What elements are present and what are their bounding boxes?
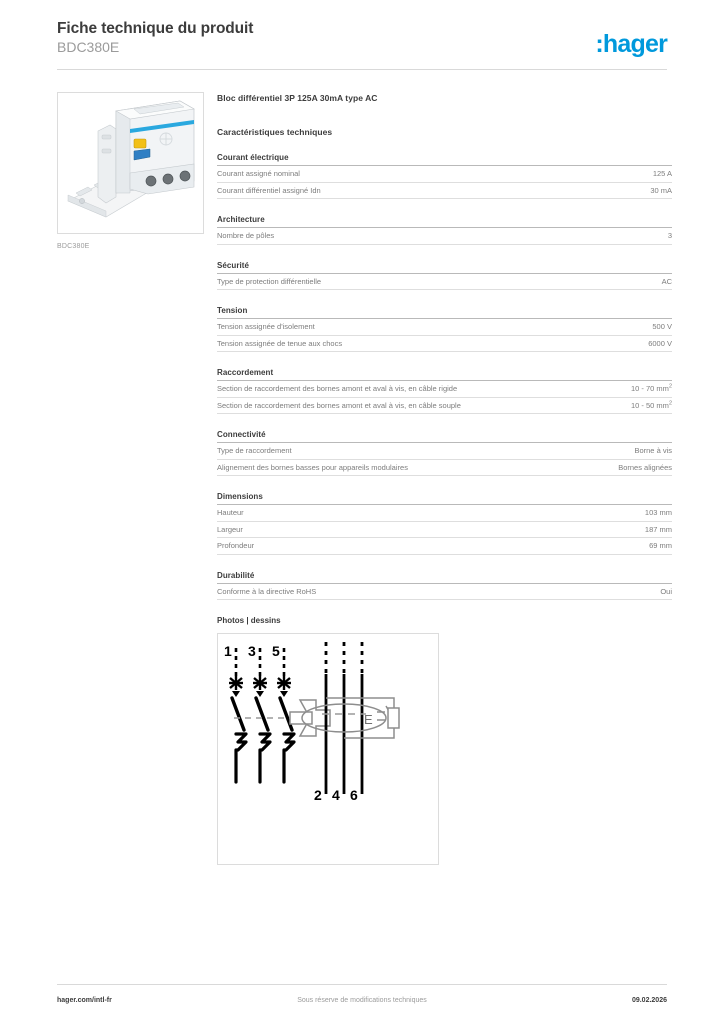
- specification-value-text: 10 - 70 mm: [631, 384, 669, 393]
- specification-row: [217, 166, 672, 183]
- specification-label: Tension assignée d'isolement: [217, 322, 315, 331]
- specification-row: [217, 505, 672, 522]
- specification-row: [217, 336, 672, 353]
- specifications-title: Caractéristiques techniques: [217, 127, 333, 137]
- specification-label: Courant assigné nominal: [217, 169, 300, 178]
- specification-value: [621, 401, 672, 411]
- terminal-label-2: 2: [314, 787, 322, 803]
- specification-value: Borne à vis: [634, 446, 672, 455]
- specification-value: 103 mm: [644, 508, 672, 517]
- specification-group-title: Sécurité: [217, 261, 672, 274]
- specification-groups: [217, 153, 672, 600]
- product-photo-svg: [58, 93, 203, 233]
- specification-label: Nombre de pôles: [217, 231, 275, 240]
- page-footer: [57, 997, 667, 1011]
- drawings-title: Photos | dessins: [217, 616, 281, 625]
- product-image-caption: BDC380E: [57, 243, 90, 250]
- specification-value: 30 mA: [650, 185, 672, 195]
- footer-divider: [57, 984, 667, 985]
- specification-group: [217, 215, 672, 245]
- product-description: Bloc différentiel 3P 125A 30mA type AC: [217, 93, 378, 103]
- specification-value: [621, 384, 672, 394]
- specification-row: [217, 584, 672, 601]
- specification-group: [217, 492, 672, 555]
- specification-value: 187 mm: [644, 524, 672, 534]
- terminal-label-3: 3: [248, 643, 256, 659]
- specification-value: Bornes alignées: [618, 462, 672, 472]
- specification-row: [217, 274, 672, 291]
- specification-value: 69 mm: [649, 541, 672, 550]
- specification-row: [217, 522, 672, 539]
- specification-value-text: 10 - 50 mm: [631, 400, 669, 410]
- specification-value: 125 A: [652, 169, 672, 178]
- terminal-label-1: 1: [224, 643, 232, 659]
- specification-row: [217, 228, 672, 245]
- header-divider: [57, 69, 667, 70]
- test-label: E: [364, 712, 373, 727]
- specification-row: [217, 460, 672, 477]
- specification-row: [217, 443, 672, 460]
- footer-website[interactable]: hager.com/intl-fr: [57, 997, 112, 1004]
- specification-label: Hauteur: [217, 508, 244, 517]
- specification-group: [217, 306, 672, 352]
- specification-value: Oui: [660, 586, 672, 596]
- page-header: [57, 20, 667, 66]
- terminal-label-5: 5: [272, 643, 280, 659]
- specification-group-title: Connectivité: [217, 430, 672, 443]
- footer-disclaimer: Sous réserve de modifications techniques: [297, 997, 427, 1004]
- specification-group: [217, 368, 672, 414]
- specification-label: Largeur: [217, 524, 243, 534]
- specification-row: [217, 538, 672, 555]
- specification-label: Profondeur: [217, 541, 255, 550]
- specification-label: Section de raccordement des bornes amont et aval à vis, en câble rigide: [217, 384, 458, 393]
- specification-group-title: Courant électrique: [217, 153, 672, 166]
- terminal-label-6: 6: [350, 787, 358, 803]
- page-title: Fiche technique du produit: [57, 20, 254, 37]
- specification-row: [217, 381, 672, 398]
- wiring-diagram: [217, 633, 439, 865]
- product-image: [57, 92, 204, 234]
- specification-group-title: Raccordement: [217, 368, 672, 381]
- specification-value: 3: [667, 231, 672, 240]
- specification-row: [217, 319, 672, 336]
- resistor-symbol: [388, 708, 399, 728]
- specification-row: [217, 183, 672, 200]
- specifications-panel: [217, 93, 672, 865]
- specification-group-title: Dimensions: [217, 492, 672, 505]
- specification-label: Courant différentiel assigné Idn: [217, 185, 321, 195]
- specification-value: 500 V: [652, 322, 672, 331]
- specification-label: Type de protection différentielle: [217, 276, 322, 286]
- footer-date: 09.02.2026: [631, 997, 667, 1004]
- specification-label: Section de raccordement des bornes amont et aval à vis, en câble souple: [217, 400, 461, 410]
- specification-value-superscript: 2: [668, 383, 672, 390]
- page-subtitle-product-ref: BDC380E: [57, 39, 120, 55]
- specification-row: [217, 398, 672, 415]
- specification-value-superscript: 2: [668, 400, 672, 406]
- specification-value: 6000 V: [648, 338, 672, 348]
- specification-label: Type de raccordement: [217, 446, 292, 455]
- hager-logo: :hager: [595, 30, 667, 58]
- specification-value: AC: [661, 276, 672, 286]
- specification-group-title: Durabilité: [217, 571, 672, 584]
- specification-label: Conforme à la directive RoHS: [217, 586, 317, 596]
- wiring-diagram-svg: [218, 634, 438, 864]
- specification-group: [217, 430, 672, 476]
- specification-group-title: Tension: [217, 306, 672, 319]
- terminal-label-4: 4: [332, 787, 340, 803]
- specification-label: Alignement des bornes basses pour appareils modulaires: [217, 462, 408, 472]
- specification-group-title: Architecture: [217, 215, 672, 228]
- specification-label: Tension assignée de tenue aux chocs: [217, 338, 343, 348]
- specification-group: [217, 571, 672, 601]
- specification-group: [217, 261, 672, 291]
- specification-group: [217, 153, 672, 199]
